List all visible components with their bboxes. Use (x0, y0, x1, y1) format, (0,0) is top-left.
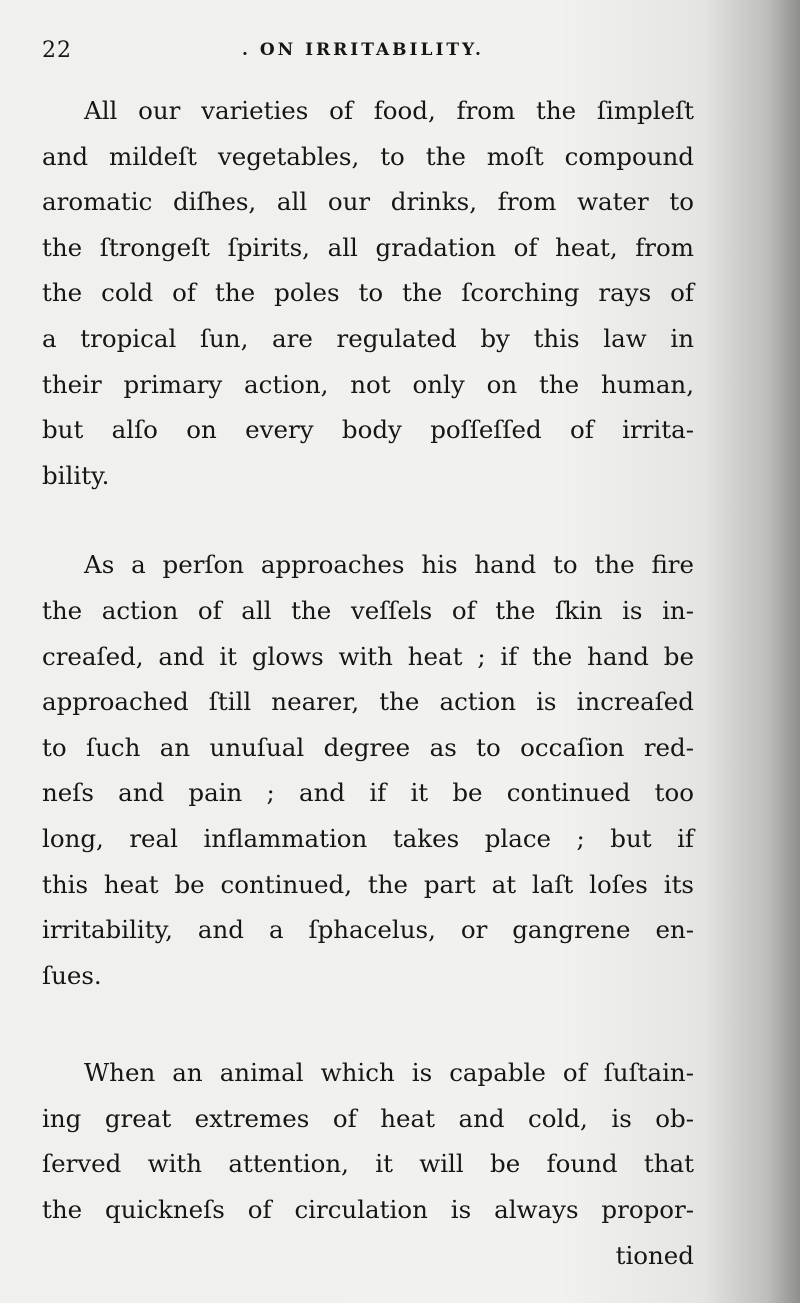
page-header (42, 34, 682, 74)
running-head: . ON IRRITABILITY. (242, 40, 484, 60)
text-line: and mildeſt vegetables, to the moſt compound (42, 141, 694, 171)
paragraph (42, 88, 694, 498)
text-line: this heat be continued, the part at laſt loſes its (42, 869, 694, 899)
text-line: ing great extremes of heat and cold, is ob- (42, 1103, 694, 1133)
text-line: a tropical ſun, are regulated by this law in (42, 323, 694, 353)
text-line: ſerved with attention, it will be found that (42, 1149, 694, 1179)
text-line: to ſuch an unuſual degree as to occaſion red- (42, 732, 694, 762)
text-line: When an animal which is capable of ſuſtain- (84, 1058, 694, 1088)
text-line: creaſed, and it glows with heat ; if the hand be (42, 641, 694, 671)
text-line: ſues. (42, 960, 102, 990)
text-line: As a perſon approaches his hand to the fire (84, 550, 694, 580)
paragraph (42, 1050, 694, 1278)
text-line: neſs and pain ; and if it be continued too (42, 778, 694, 808)
paragraph (42, 542, 694, 998)
text-line: All our varieties of food, from the ſimpleſt (84, 96, 694, 125)
text-line: aromatic diſhes, all our drinks, from water to (42, 187, 694, 217)
text-line: approached ſtill nearer, the action is increaſed (42, 687, 694, 717)
text-line: the ſtrongeſt ſpirits, all gradation of heat, from (42, 232, 694, 262)
body-text (42, 88, 694, 1278)
text-line: long, real inflammation takes place ; but if (42, 823, 694, 853)
text-line: bility. (42, 460, 110, 490)
text-line: the cold of the poles to the ſcorching rays of (42, 278, 694, 308)
text-line: the quickneſs of circulation is always propor- (42, 1195, 694, 1225)
text-line: but alſo on every body poſſeſſed of irrita- (42, 415, 694, 445)
text-line: the action of all the veſſels of the ſkin is in- (42, 595, 694, 625)
text-line: irritability, and a ſphacelus, or gangrene en- (42, 915, 694, 945)
text-line: their primary action, not only on the human, (42, 369, 694, 399)
page-number: 22 (42, 38, 72, 63)
catchword: tioned (615, 1240, 694, 1270)
